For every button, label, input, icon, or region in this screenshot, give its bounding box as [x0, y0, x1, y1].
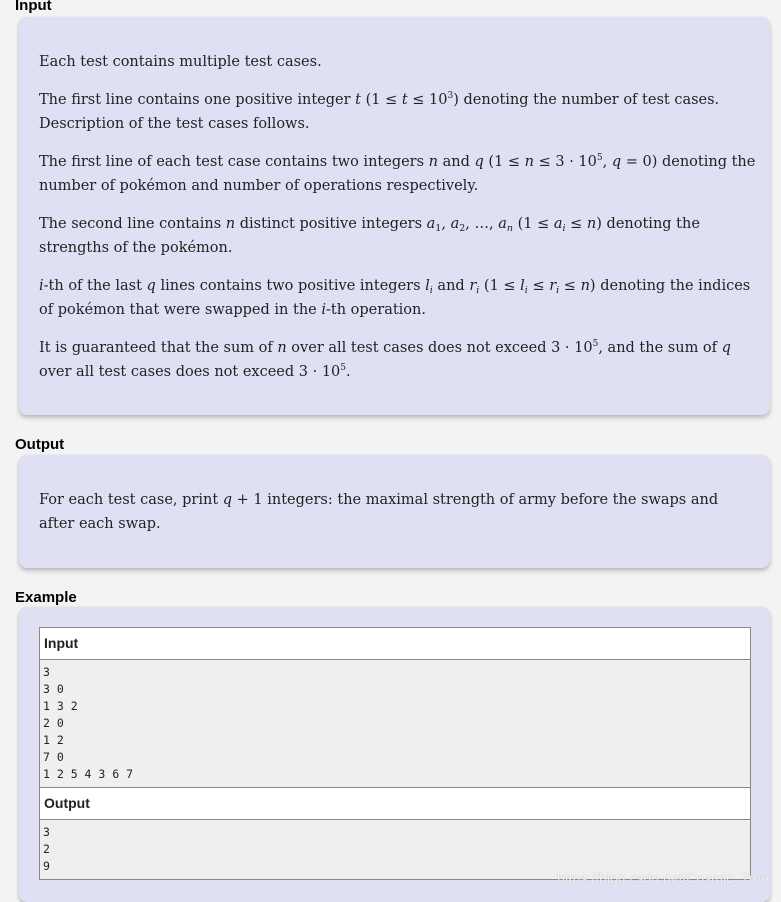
input-paragraph-2: The first line contains one positive integer t $(1 \le t \le 10^3)$ denoting the number of test cases. Description of the test cases follows. [39, 91, 720, 132]
example-input-header: Input [40, 628, 750, 660]
example-output-header: Output [40, 788, 750, 820]
input-paragraph-1: Each test contains multiple test cases. [39, 54, 322, 70]
example-output-text[interactable]: 3 2 9 [40, 820, 750, 879]
input-section-title: Input [15, 0, 52, 14]
input-description-box [19, 17, 770, 415]
input-paragraph-4: The second line contains n distinct positive integers $a_1$, $a_2$, …, $a_n$ $(1 \le a_i \le n)$ denoting the strengths of the pokémon. [39, 216, 700, 256]
output-section-title: Output [15, 436, 65, 453]
input-paragraph-3: The first line of each test case contains two integers n and q ($1 \le n \le 3 \cdot 10^5$, q = 0) denoting the number of pokémon and number of operations respectively. [39, 153, 756, 194]
input-paragraph-6: It is guaranteed that the sum of n over all test cases does not exceed $3 \cdot 10^5$, and the sum of q over all test cases does not exceed $3 \cdot 10^5$. [39, 339, 731, 380]
output-description-box [19, 455, 770, 568]
output-paragraph: For each test case, print q + 1 integers: the maximal strength of army before the swaps and after each swap. [39, 492, 719, 532]
example-section-title: Example [15, 589, 77, 606]
example-table [39, 627, 751, 880]
input-paragraph-5: i-th of the last q lines contains two positive integers $l_i$ and $r_i$ $(1 \le l_i \le r_i \le n)$ denoting the indices of pokémon that were swapped in the i-th operation. [39, 278, 751, 318]
example-box [19, 607, 770, 902]
watermark: https://blog.csdn.net/Cosmic_Tree [557, 870, 769, 886]
example-input-text[interactable]: 3 3 0 1 3 2 2 0 1 2 7 0 1 2 5 4 3 6 7 [40, 660, 750, 788]
